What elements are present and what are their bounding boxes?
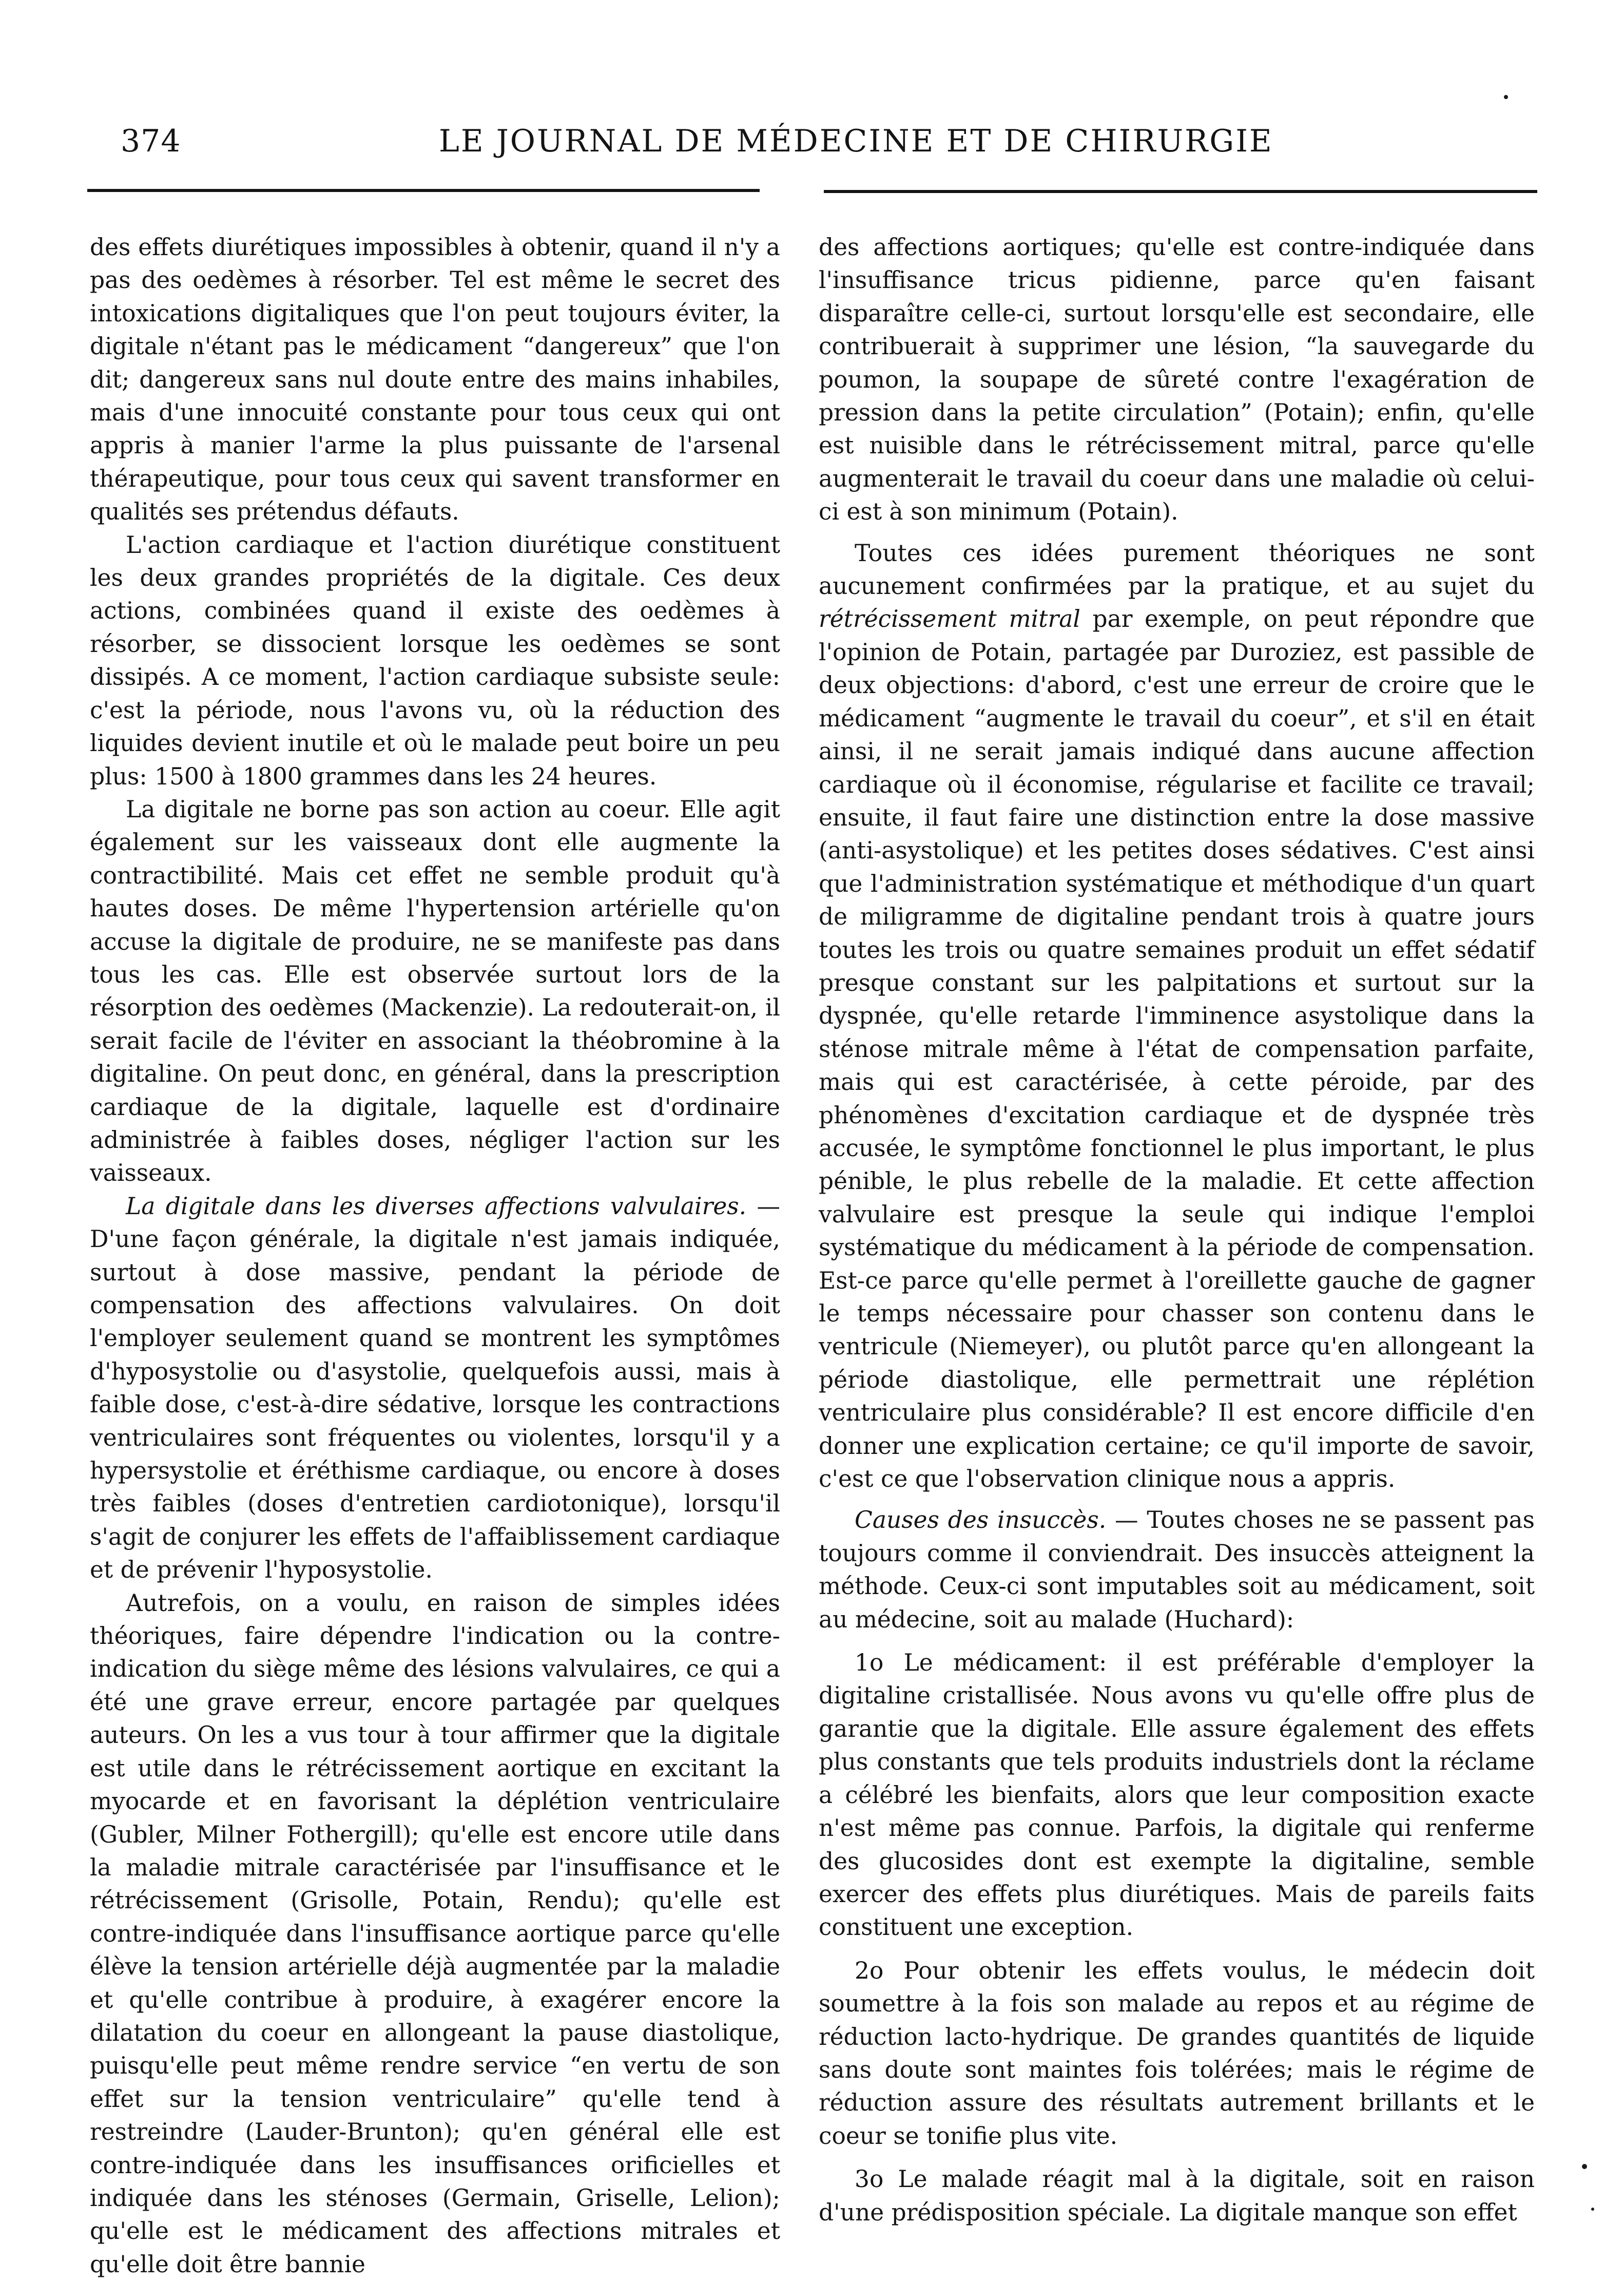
print-speck: [1591, 2208, 1594, 2211]
running-title: LE JOURNAL DE MÉDECINE ET DE CHIRURGIE: [439, 123, 1273, 159]
italic-term: rétrécissement mitral: [819, 605, 1080, 633]
heading-dash: —: [1106, 1506, 1147, 1534]
right-column: [819, 231, 1535, 2229]
heading-dash: —: [746, 1192, 780, 1220]
section-paragraph: [90, 1190, 780, 1587]
numbered-item: 2o Pour obtenir les effets voulus, le médecin doit soumettre à la fois son malade au repos et au régime de réduction lacto-hydrique. De grandes quantités de liquide sans doute sont maintes fois tolérées; mais le régime de réduction assure des résultats autrement brillants et le coeur se tonifie plus vite.: [819, 1957, 1535, 2150]
paragraph: L'action cardiaque et l'action diurétique constituent les deux grandes propriétés de la digitale. Ces deux actions, combinées quand il existe des oedèmes à résorber, se dissocient lorsque les oedèmes se sont dissipés. A ce moment, l'action cardiaque subsiste seule: c'est la période, nous l'avons vu, où la réduction des liquides devient inutile et où le malade peut boire un peu plus: 1500 à 1800 grammes dans les 24 heures.: [90, 531, 780, 790]
numbered-item: 3o Le malade réagit mal à la digitale, soit en raison d'une prédisposition spéciale. La digitale manque son effet: [819, 2165, 1535, 2226]
section-heading: La digitale dans les diverses affections valvulaires.: [126, 1192, 747, 1220]
paragraph: La digitale ne borne pas son action au coeur. Elle agit également sur les vaisseaux dont elle augmente la contractibilité. Mais cet effet ne semble produit qu'à hautes doses. De même l'hypertension artérielle qu'on accuse la digitale de produire, ne se manifeste pas dans tous les cas. Elle est observée surtout lors de la résorption des oedèmes (Mackenzie). La redouterait-on, il serait facile de l'éviter en associant la théobromine à la digitaline. On peut donc, en général, dans la prescription cardiaque de la digitale, laquelle est d'ordinaire administrée à faibles doses, négliger l'action sur les vaisseaux.: [90, 795, 780, 1187]
numbered-item: 1o Le médicament: il est préférable d'employer la digitaline cristallisée. Nous avons vu qu'elle offre plus de garantie que la digitale. Elle assure également des effets plus constants que tels produits industriels dont la réclame a célébré les bienfaits, alors que leur composition exacte n'est même pas connue. Parfois, la digitale qui renferme des glucosides dont est exempte la digitaline, semble exercer des effets plus diurétiques. Mais de pareils faits constituent une exception.: [819, 1649, 1535, 1941]
paragraph: des effets diurétiques impossibles à obtenir, quand il n'y a pas des oedèmes à résorber. Tel est même le secret des intoxications digitaliques que l'on peut toujours éviter, la digitale n'étant pas le médicament “dangereux” que l'on dit; dangereux sans nul doute entre des mains inhabiles, mais d'une innocuité constante pour tous ceux qui ont appris à manier l'arme la plus puissante de l'arsenal thérapeutique, pour tous ceux qui savent transformer en qualités ses prétendus défauts.: [90, 234, 780, 526]
print-speck: [1582, 2164, 1587, 2169]
paragraph: Autrefois, on a voulu, en raison de simples idées théoriques, faire dépendre l'indication ou la contre-indication du siège même des lésions valvulaires, ce qui a été une grave erreur, encore partagée par quelques auteurs. On les a vus tour à tour affirmer que la digitale est utile dans le rétrécissement aortique en excitant la myocarde et en favorisant la déplétion ventriculaire (Gubler, Milner Fothergill); qu'elle est encore utile dans la maladie mitrale caractérisée par l'insuffisance et le rétrécissement (Grisolle, Potain, Rendu); qu'elle est contre-indiquée dans l'insuffisance aortique parce qu'elle élève la tension artérielle déjà augmentée par la maladie et qu'elle contribue à produire, à exagérer encore la dilatation du coeur en allongeant la pause diastolique, puisqu'elle peut même rendre service “en vertu de son effet sur la tension ventriculaire” qu'elle tend à restreindre (Lauder-Brunton); qu'en général elle est contre-indiquée dans les insuffisances orificielles et indiquée dans les sténoses (Germain, Griselle, Lelion); qu'elle est le médicament des affections mitrales et qu'elle doit être bannie: [90, 1589, 780, 2278]
paragraph-text: par exemple, on peut répondre que l'opinion de Potain, partagée par Duroziez, est passible de deux objections: d'abord, c'est une erreur de croire que le médicament “augmente le travail du coeur”, et s'il en était ainsi, il ne serait jamais indiqué dans aucune affection cardiaque où il économise, régularise et facilite ce travail; ensuite, il faut faire une distinction entre la dose massive (anti-asystolique) et les petites doses sédatives. C'est ainsi que l'administration systématique et méthodique d'un quart de miligramme de digitaline pendant trois à quatre jours toutes les trois ou quatre semaines produit un effet sédatif presque constant sur les palpitations et surtout sur la dyspnée, qu'elle retarde l'imminence asystolique dans la sténose mitrale même à l'état de compensation parfaite, mais qui est caractérisée, à cette péroide, par des phénomènes d'excitation cardiaque et de dyspnée très accusée, le symptôme fonctionnel le plus important, le plus pénible, le plus rebelle de la maladie. Et cette affection valvulaire est presque la seule qui indique l'emploi systématique du médicament à la période de compensation. Est-ce parce qu'elle permet à l'oreillette gauche de gagner le temps nécessaire pour chasser son contenu dans le ventricule (Niemeyer), ou plutôt parce qu'en allongeant la période diastolique, elle permettrait une réplétion ventriculaire plus considérable? Il est encore difficile d'en donner une explication certaine; ce qu'il importe de savoir, c'est ce que l'observation clinique nous a appris.: [819, 605, 1535, 1493]
paragraph-text: D'une façon générale, la digitale n'est jamais indiquée, surtout à dose massive, pendant la période de compensation des affections valvulaires. On doit l'employer seulement quand se montrent les symptômes d'hyposystolie ou d'asystolie, quelquefois aussi, mais à faible dose, c'est-à-dire sédative, lorsque les contractions ventriculaires sont fréquentes ou violentes, lorsqu'il y a hypersystolie et éréthisme cardiaque, ou encore à doses très faibles (doses d'entretien cardiotonique), lorsqu'il s'agit de conjurer les effets de l'affaiblissement cardiaque et de prévenir l'hyposystolie.: [90, 1225, 780, 1584]
header-rule-right: [824, 190, 1537, 193]
header-rule-left: [87, 189, 760, 192]
paragraph-text: Toutes ces idées purement théoriques ne sont aucunement confirmées par la pratique, et au sujet du: [819, 539, 1535, 600]
paragraph: [819, 537, 1535, 1496]
print-speck: [1504, 95, 1508, 99]
page-header: [0, 0, 1624, 175]
section-heading: Causes des insuccès.: [855, 1506, 1107, 1534]
paragraph: des affections aortiques; qu'elle est contre-indiquée dans l'insuffisance tricus pidienne, parce qu'en faisant disparaître celle-ci, surtout lorsqu'elle est secondaire, elle contribuerait à supprimer une lésion, “la sauvegarde du poumon, la soupape de sûreté contre l'exagération de pression dans la petite circulation” (Potain); enfin, qu'elle est nuisible dans le rétrécissement mitral, parce qu'elle augmenterait le travail du coeur dans une maladie où celui-ci est à son minimum (Potain).: [819, 234, 1535, 526]
page-number: 374: [121, 123, 181, 159]
paragraph-text: Toutes choses ne se passent pas toujours comme il conviendrait. Des insuccès atteignent la méthode. Ceux-ci sont imputables soit au médicament, soit au médecine, soit au malade (Huchard):: [819, 1506, 1535, 1633]
section-paragraph: [819, 1504, 1535, 1636]
left-column: [90, 231, 780, 2281]
